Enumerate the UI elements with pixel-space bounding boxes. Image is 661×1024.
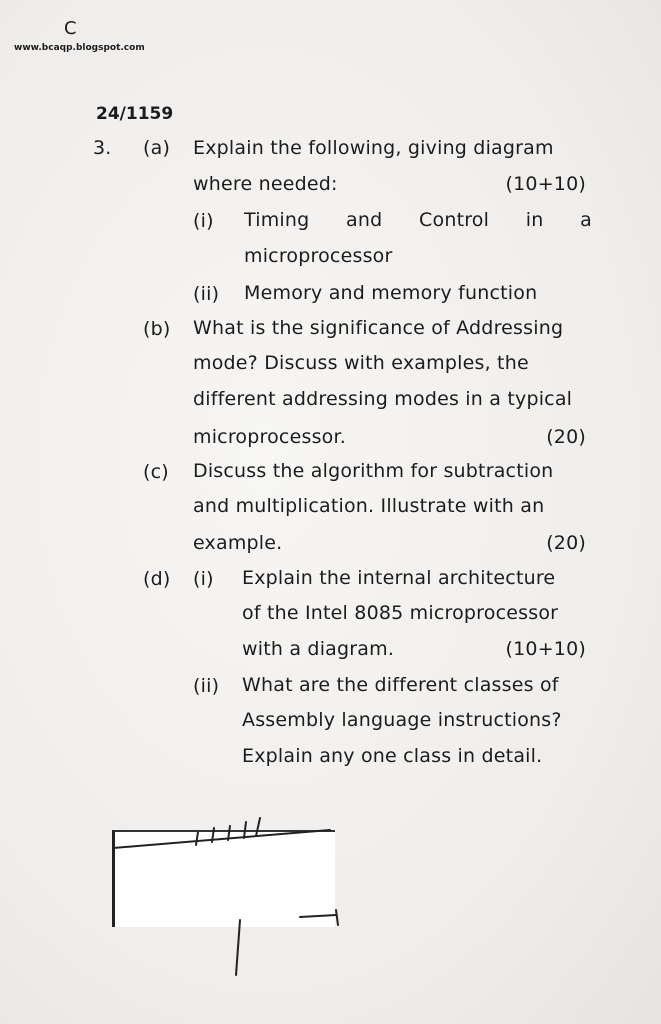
part-d-label: (d) [143,568,171,590]
part-b-line2: mode? Discuss with examples, the [193,352,529,374]
part-a-i-word: and [346,209,383,231]
part-d-ii-line2: Assembly language instructions? [242,709,562,731]
part-a-ii-label: (ii) [193,283,220,305]
pen-tick-mark [196,832,198,845]
part-a-marks: (10+10) [505,173,586,195]
part-d-ii-line1: What are the different classes of [242,674,559,696]
part-d-i-label: (i) [193,568,214,590]
part-a-i-word: in [525,209,544,231]
part-b-marks: (20) [546,426,586,448]
part-c-line1: Discuss the algorithm for subtraction [193,460,554,482]
website-watermark: www.bcaqp.blogspot.com [14,43,145,53]
part-b-text: microprocessor. [193,426,346,448]
part-a-i-word: Timing [244,209,310,231]
paper-code: 24/1159 [96,104,174,124]
part-a-text: where needed: [193,173,338,195]
question-number: 3. [93,137,112,159]
part-c-text: example. [193,532,283,554]
part-d-ii-line3: Explain any one class in detail. [242,745,543,767]
part-a-ii-text: Memory and memory function [244,282,538,304]
part-a-i-word: Control [419,209,490,231]
part-b-line3: different addressing modes in a typical [193,388,573,410]
part-a-i-label: (i) [193,210,214,232]
part-d-ii-label: (ii) [193,675,220,697]
corner-letter: C [64,18,77,39]
part-b-label: (b) [143,318,171,340]
part-a-i-line2: microprocessor [244,245,393,267]
part-d-i-line1: Explain the internal architecture [242,567,556,589]
part-c-marks: (20) [546,532,586,554]
part-d-i-marks: (10+10) [505,638,586,660]
pen-vertical-stroke [236,920,240,975]
part-c-line2: and multiplication. Illustrate with an [193,495,545,517]
part-a-i-word: a [580,209,592,231]
part-d-i-text: with a diagram. [242,638,395,660]
part-b-line1: What is the significance of Addressing [193,317,564,339]
part-a-line1: Explain the following, giving diagram [193,137,554,159]
part-d-i-line2: of the Intel 8085 microprocessor [242,602,559,624]
part-a-label: (a) [143,137,171,159]
part-c-label: (c) [143,461,169,483]
